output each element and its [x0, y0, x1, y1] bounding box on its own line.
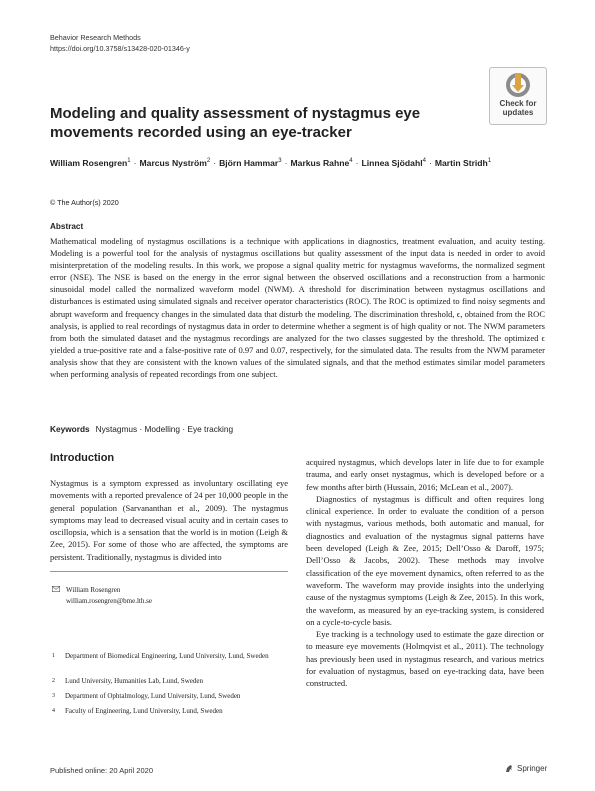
- author-separator: ·: [428, 158, 432, 168]
- author-name[interactable]: William Rosengren: [50, 158, 128, 168]
- intro-paragraph-3: Diagnostics of nystagmus is difficult and often requires long clinical experience. In order to evaluate the condition of a person with nystagmus, various methods, both automatic and manual, for diagnostics and evaluation of the nystagmus signal patterns have been developed (Leigh & Zee, 2015; Dell’Osso & Daroff, 1975; Dell’Osso & Jacobs, 2002). These methods may involve classification of the eye movement dynamics, often referred to as the waveform. The waveform may provide insights into the underlying cause of the nystagmus symptoms (Leigh & Zee, 2015). In this work, the waveform, as measured by an eye-tracking system, is considered on a cycle-to-cycle basis.: [306, 493, 544, 627]
- badge-line1: Check for: [499, 99, 537, 108]
- intro-paragraph-2: acquired nystagmus, which develops later in life due to for example trauma, and early onset nystagmus, which is developed before or a few months after birth (Hussain, 2016; McLean et al., 2007).: [306, 457, 544, 492]
- intro-column-2: [306, 456, 544, 690]
- keywords-label: Keywords: [50, 424, 90, 434]
- author-affiliation-number: 4: [422, 158, 426, 165]
- doi-link[interactable]: https://doi.org/10.3758/s13428-020-01346-y: [50, 44, 190, 53]
- springer-horse-icon: [505, 764, 514, 773]
- publisher-name: Springer: [517, 764, 548, 773]
- author-name[interactable]: Linnea Sjödahl: [361, 158, 423, 168]
- author-separator: ·: [355, 158, 359, 168]
- journal-header: [50, 32, 190, 54]
- publisher-logo: [505, 764, 547, 773]
- intro-heading: Introduction: [50, 452, 115, 464]
- check-for-updates-badge[interactable]: [489, 67, 547, 125]
- keywords-text: Nystagmus · Modelling · Eye tracking: [95, 424, 234, 434]
- author-affiliation-number: 1: [127, 158, 131, 165]
- abstract-text: Mathematical modeling of nystagmus oscillations is a technique with applications in diagnostics, treatment evaluation, and acuity testing. Modeling is a powerful tool for the analysis of nystagmus oscillations but quality assessment of the input data is needed in order to avoid misinterpretation of the modeling results. In this work, we propose a signal quality metric for nystagmus waveforms, the normalized segment error (NSE). The NSE is based on the energy in the error signal between the observed oscillations and a reconstruction from a harmonic sinusoidal model called the normalized waveform model (NWM). A threshold for discrimination between nystagmus oscillations and disturbances is estimated using simulated signals and receiver operator characteristics (ROC). The ROC is optimized to find noisy segments and abrupt waveform and frequency changes in the simulated data that disturb the modeling. The discrimination threshold, ϵ, obtained from the ROC analysis, is applied to real recordings of nystagmus data in order to determine whether a segment is of high quality or not. The NWM parameters from both the simulated dataset and the nystagmus recordings are analyzed for the two classes suggested by the threshold. The optimized ϵ yielded a true-positive rate and a false-positive rate of 0.97 and 0.07, respectively, for the simulated data. The results from the NWM parameter analysis show that they are consistent with the known values of the simulated signals, and that the method estimates similar model parameters when performing analysis of repeated recordings from one subject.: [50, 236, 545, 380]
- envelope-icon: [52, 586, 60, 592]
- author-affiliation-number: 3: [278, 158, 282, 165]
- badge-line2: updates: [502, 108, 534, 117]
- author-name[interactable]: Markus Rahne: [290, 158, 350, 168]
- author-name[interactable]: Marcus Nyström: [139, 158, 207, 168]
- author-affiliation-number: 4: [349, 158, 353, 165]
- corresponding-name: William Rosengren: [66, 586, 121, 594]
- copyright: © The Author(s) 2020: [50, 198, 119, 207]
- corresponding-email[interactable]: william.rosengren@bme.lth.se: [66, 597, 152, 605]
- author-name[interactable]: Martin Stridh: [434, 158, 488, 168]
- abstract-heading: Abstract: [50, 222, 84, 231]
- check-for-updates-icon: [490, 70, 546, 102]
- author-list: [50, 158, 491, 168]
- author-separator: ·: [284, 158, 288, 168]
- intro-paragraph-1: Nystagmus is a symptom expressed as involuntary oscillating eye movements with a reported prevalence of 24 per 10,000 people in the general population (Sarvananthan et al., 2009). The nystagmus symptoms may lead to decreased visual acuity and in certain cases to oscillopsia, which is a sensation that the world is in motion (Leigh & Zee, 2015). For some of those who are affected, the symptoms are persistent. Traditionally, nystagmus is divided into: [50, 478, 288, 562]
- keywords: [50, 424, 233, 434]
- author-affiliation-number: 1: [487, 158, 492, 165]
- published-date: Published online: 20 April 2020: [50, 766, 153, 775]
- intro-column-1: [50, 477, 288, 563]
- author-name[interactable]: Björn Hammar: [219, 158, 279, 168]
- footnote-divider: [50, 571, 288, 572]
- paper-title: Modeling and quality assessment of nystagmus eye movements recorded using an eye-tracker: [50, 105, 421, 141]
- author-affiliation-number: 2: [206, 158, 211, 165]
- author-separator: ·: [213, 158, 217, 168]
- intro-paragraph-4: Eye tracking is a technology used to estimate the gaze direction or to measure eye movements (Holmqvist et al., 2011). The technology has previously been used in nystagmus research, and various metrics for evaluation of nystagmus, based on eye-tracking data, have been constructed.: [306, 629, 544, 689]
- author-separator: ·: [133, 158, 137, 168]
- journal-name: Behavior Research Methods: [50, 33, 141, 42]
- corresponding-author: [52, 585, 152, 607]
